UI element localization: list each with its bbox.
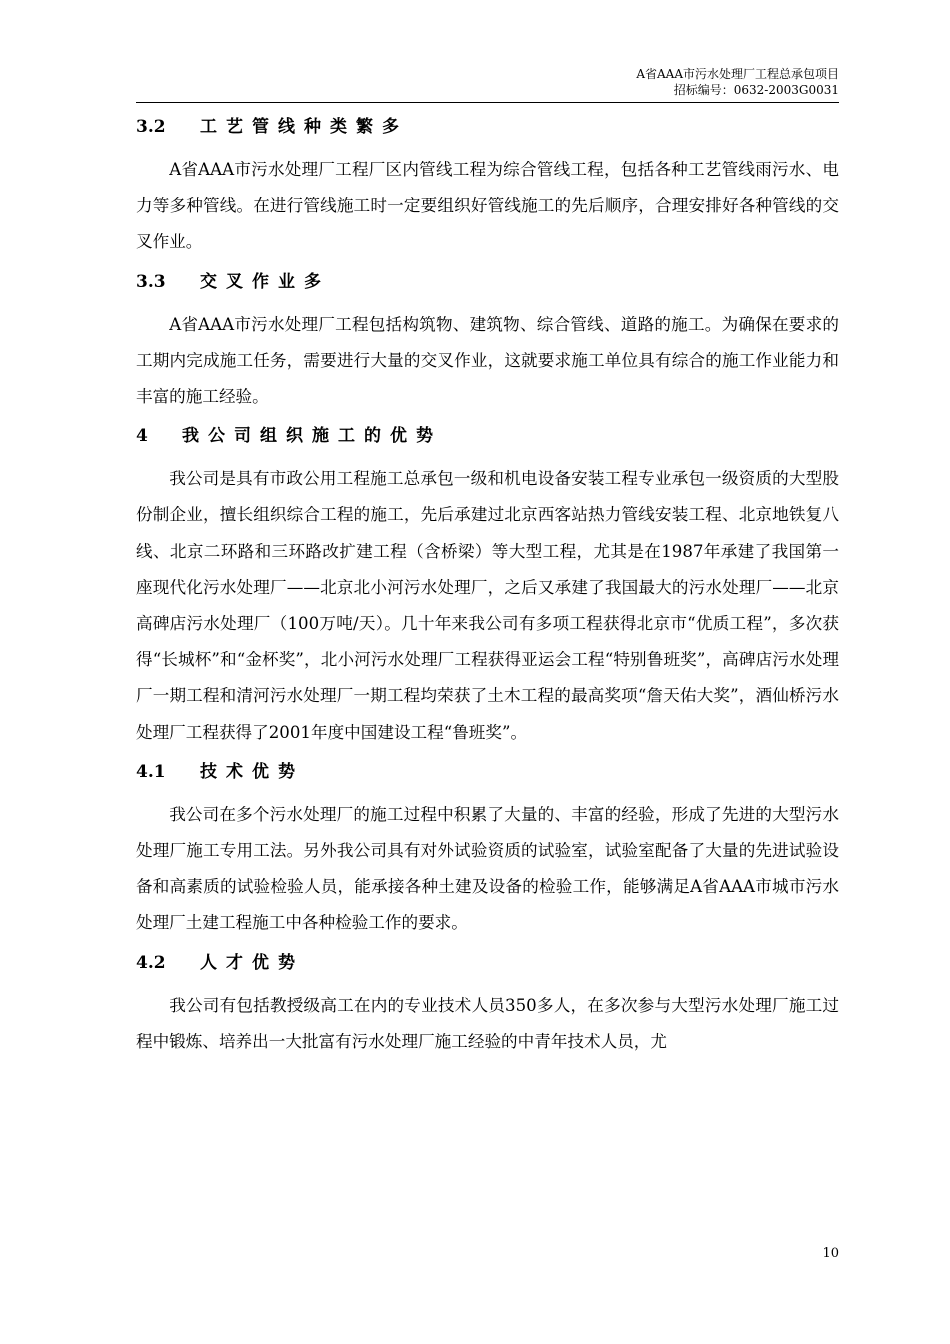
page-number: 10 [822, 1246, 839, 1261]
section-title: 工艺管线种类繁多 [200, 117, 408, 137]
section-title: 人才优势 [200, 952, 304, 973]
header-tender-number: 招标编号：0632-2003G0031 [673, 83, 839, 97]
section-heading [136, 421, 839, 451]
section-title: 交叉作业多 [200, 271, 330, 292]
section-number: 4.2 [136, 952, 166, 973]
body-paragraph: 我公司在多个污水处理厂的施工过程中积累了大量的、丰富的经验，形成了先进的大型污水处理厂施工专用工法。另外我公司具有对外试验资质的试验室，试验室配备了大量的先进试验设备和高素质的试验检验人员，能承接各种土建及设备的检验工作，能够满足A省AAA市城市污水处理厂土建工程施工中各种检验工作的要求。 [136, 804, 839, 933]
section-heading [136, 757, 839, 787]
section-number: 4.1 [136, 761, 166, 782]
document-body [136, 112, 839, 1060]
section-heading [136, 948, 839, 978]
body-paragraph: 我公司有包括教授级高工在内的专业技术人员350多人，在多次参与大型污水处理厂施工过程中锻炼、培养出一大批富有污水处理厂施工经验的中青年技术人员，尤 [136, 995, 839, 1051]
body-paragraph: 我公司是具有市政公用工程施工总承包一级和机电设备安装工程专业承包一级资质的大型股份制企业，擅长组织综合工程的施工，先后承建过北京西客站热力管线安装工程、北京地铁复八线、北京二环路和三环路改扩建工程（含桥梁）等大型工程，尤其是在1987年承建了我国第一座现代化污水处理厂——北京北小河污水处理厂，之后又承建了我国最大的污水处理厂——北京高碑店污水处理厂（100万吨/天）。几十年来我公司有多项工程获得北京市“优质工程”，多次获得“长城杯”和“金杯奖”，北小河污水处理厂工程获得亚运会工程“特别鲁班奖”，高碑店污水处理厂一期工程和清河污水处理厂一期工程均荣获了土木工程的最高奖项“詹天佑大奖”，酒仙桥污水处理厂工程获得了2001年度中国建设工程“鲁班奖”。 [136, 469, 839, 742]
section-number: 3.2 [136, 117, 166, 137]
section-number: 3.3 [136, 271, 166, 292]
section-heading [136, 267, 839, 297]
header-project-name: A省AAA市污水处理厂工程总承包项目 [636, 67, 839, 81]
section-title: 技术优势 [200, 761, 304, 782]
body-paragraph: A省AAA市污水处理厂工程包括构筑物、建筑物、综合管线、道路的施工。为确保在要求的工期内完成施工任务，需要进行大量的交叉作业，这就要求施工单位具有综合的施工作业能力和丰富的施工经验。 [136, 314, 839, 407]
header-divider [136, 102, 839, 103]
page-header [136, 66, 839, 98]
section-title: 我公司组织施工的优势 [182, 426, 442, 447]
section-heading [136, 112, 839, 142]
body-paragraph: A省AAA市污水处理厂工程厂区内管线工程为综合管线工程，包括各种工艺管线雨污水、电力等多种管线。在进行管线施工时一定要组织好管线施工的先后顺序，合理安排好各种管线的交叉作业。 [136, 160, 839, 252]
section-number: 4 [136, 426, 148, 447]
